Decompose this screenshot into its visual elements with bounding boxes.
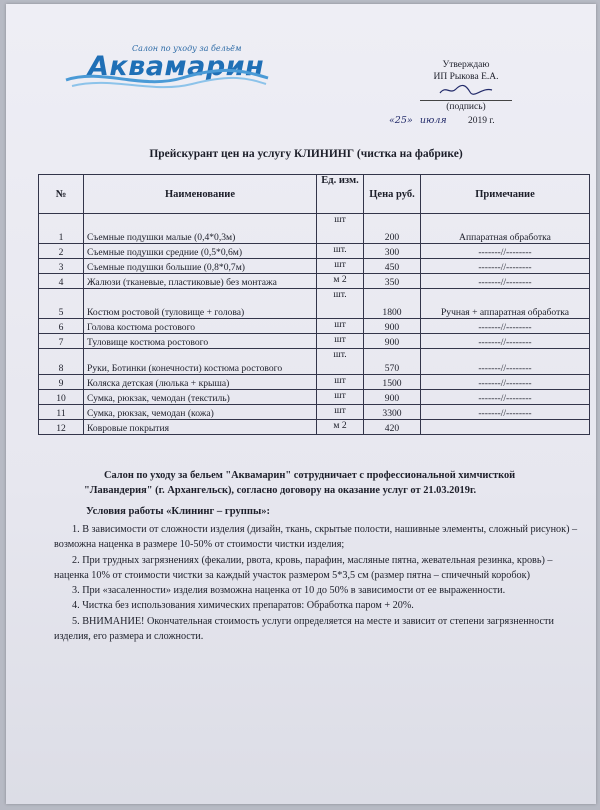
cell-num: 8 bbox=[39, 349, 84, 375]
cell-price: 900 bbox=[364, 319, 421, 334]
cell-unit: шт bbox=[317, 390, 364, 405]
cell-name: Туловище костюма ростового bbox=[84, 334, 317, 349]
cell-name: Сумка, рюкзак, чемодан (текстиль) bbox=[84, 390, 317, 405]
price-table bbox=[38, 174, 590, 435]
page-title: Прейскурант цен на услугу КЛИНИНГ (чистка на фабрике) bbox=[149, 148, 463, 160]
cell-unit: шт bbox=[317, 214, 364, 244]
cell-num: 11 bbox=[39, 405, 84, 420]
condition-item: 2. При трудных загрязнениях (фекалии, рвота, кровь, парафин, масляные пятна, жевательная резинка, кровь) – наценка 10% от стоимости чистки за каждый участок размером 5*3,5 см (размер пятна – спичечный коробок) bbox=[54, 554, 553, 581]
cell-name: Съемные подушки малые (0,4*0,3м) bbox=[84, 214, 317, 244]
cell-note: -------//-------- bbox=[421, 274, 590, 289]
table-row bbox=[39, 244, 590, 259]
approval-person: ИП Рыкова Е.А. bbox=[433, 72, 499, 82]
date-month: июля bbox=[419, 115, 447, 126]
cell-num: 12 bbox=[39, 420, 84, 435]
condition-item: 5. ВНИМАНИЕ! Окончательная стоимость услуги определяется на месте и зависит от степени загрязненности изделия, его размера и сложности. bbox=[54, 615, 554, 643]
header-num: № bbox=[39, 175, 84, 214]
table-row bbox=[39, 334, 590, 349]
cell-name: Руки, Ботинки (конечности) костюма ростового bbox=[84, 349, 317, 375]
header-name: Наименование bbox=[84, 175, 317, 214]
logo-slogan: Салон по уходу за бельём bbox=[132, 44, 242, 53]
cell-unit: шт bbox=[317, 334, 364, 349]
table-header-row bbox=[39, 175, 590, 214]
conditions-list bbox=[54, 522, 589, 644]
cell-note: -------//-------- bbox=[421, 319, 590, 334]
wave-icon bbox=[62, 64, 272, 92]
cell-unit: шт. bbox=[317, 349, 364, 375]
cell-note: -------//-------- bbox=[421, 259, 590, 274]
table-row bbox=[39, 420, 590, 435]
cell-unit: м 2 bbox=[317, 274, 364, 289]
cell-num: 7 bbox=[39, 334, 84, 349]
cell-note: -------//-------- bbox=[421, 405, 590, 420]
cell-unit: шт bbox=[317, 375, 364, 390]
cell-name: Ковровые покрытия bbox=[84, 420, 317, 435]
cell-note: -------//-------- bbox=[421, 375, 590, 390]
signature-icon bbox=[436, 83, 496, 97]
table-row bbox=[39, 375, 590, 390]
cell-num: 10 bbox=[39, 390, 84, 405]
date-day: «25» bbox=[389, 115, 413, 126]
cell-note: Аппаратная обработка bbox=[421, 214, 590, 244]
cell-note: -------//-------- bbox=[421, 390, 590, 405]
document-page bbox=[6, 4, 596, 804]
cell-name: Голова костюма ростового bbox=[84, 319, 317, 334]
cell-name: Съемные подушки большие (0,8*0,7м) bbox=[84, 259, 317, 274]
table-row bbox=[39, 349, 590, 375]
cell-note: Ручная + аппаратная обработка bbox=[421, 289, 590, 319]
table-row bbox=[39, 289, 590, 319]
cell-price: 1500 bbox=[364, 375, 421, 390]
table-row bbox=[39, 390, 590, 405]
table-row bbox=[39, 274, 590, 289]
cell-price: 300 bbox=[364, 244, 421, 259]
conditions-title: Условия работы «Клининг – группы»: bbox=[86, 506, 271, 517]
cell-price: 570 bbox=[364, 349, 421, 375]
cell-name: Коляска детская (люлька + крыша) bbox=[84, 375, 317, 390]
approval-heading: Утверждаю bbox=[442, 60, 490, 70]
table-row bbox=[39, 405, 590, 420]
cell-price: 350 bbox=[364, 274, 421, 289]
cell-price: 200 bbox=[364, 214, 421, 244]
signature-caption: (подпись) bbox=[446, 102, 486, 112]
cell-note: -------//-------- bbox=[421, 349, 590, 375]
cell-price: 3300 bbox=[364, 405, 421, 420]
cell-price: 1800 bbox=[364, 289, 421, 319]
cell-note: -------//-------- bbox=[421, 244, 590, 259]
cell-name: Жалюзи (тканевые, пластиковые) без монтажа bbox=[84, 274, 317, 289]
cell-unit: шт. bbox=[317, 244, 364, 259]
cell-num: 4 bbox=[39, 274, 84, 289]
date-year: 2019 г. bbox=[468, 116, 495, 126]
approval-date bbox=[389, 115, 546, 127]
cell-num: 6 bbox=[39, 319, 84, 334]
cell-num: 2 bbox=[39, 244, 84, 259]
cell-num: 1 bbox=[39, 214, 84, 244]
cell-unit: шт. bbox=[317, 289, 364, 319]
table-row bbox=[39, 214, 590, 244]
approval-block bbox=[386, 59, 546, 127]
cell-num: 5 bbox=[39, 289, 84, 319]
cell-name: Сумка, рюкзак, чемодан (кожа) bbox=[84, 405, 317, 420]
cell-price: 900 bbox=[364, 334, 421, 349]
condition-item: 4. Чистка без использования химических препаратов: Обработка паром + 20%. bbox=[72, 600, 414, 612]
condition-item: 3. При «засаленности» изделия возможна наценка от 10 до 50% в зависимости от ее выраженности. bbox=[72, 585, 506, 597]
header-unit: Ед. изм. bbox=[317, 175, 364, 214]
cell-unit: м 2 bbox=[317, 420, 364, 435]
table-row bbox=[39, 319, 590, 334]
intro-paragraph: Салон по уходу за бельем "Аквамарин" сотрудничает с профессиональной химчисткой "Лавандерия" (г. Архангельск), согласно договору на оказание услуг от 21.03.2019г. bbox=[84, 470, 516, 496]
cell-unit: шт bbox=[317, 259, 364, 274]
cell-name: Костюм ростовой (туловище + голова) bbox=[84, 289, 317, 319]
header-note: Примечание bbox=[421, 175, 590, 214]
logo-name: Аквамарин bbox=[88, 51, 265, 82]
cell-num: 3 bbox=[39, 259, 84, 274]
cell-note bbox=[421, 420, 590, 435]
cell-unit: шт bbox=[317, 319, 364, 334]
header-price: Цена руб. bbox=[364, 175, 421, 214]
cell-num: 9 bbox=[39, 375, 84, 390]
condition-item: 1. В зависимости от сложности изделия (дизайн, ткань, скрытые полости, нашивные элементы, сложный рисунок) – возможна наценка в размере 10-50% от стоимости чистки изделия; bbox=[54, 524, 578, 551]
cell-note: -------//-------- bbox=[421, 334, 590, 349]
cell-name: Съемные подушки средние (0,5*0,6м) bbox=[84, 244, 317, 259]
company-logo bbox=[62, 44, 272, 92]
cell-price: 420 bbox=[364, 420, 421, 435]
cell-unit: шт bbox=[317, 405, 364, 420]
cell-price: 900 bbox=[364, 390, 421, 405]
table-row bbox=[39, 259, 590, 274]
cell-price: 450 bbox=[364, 259, 421, 274]
